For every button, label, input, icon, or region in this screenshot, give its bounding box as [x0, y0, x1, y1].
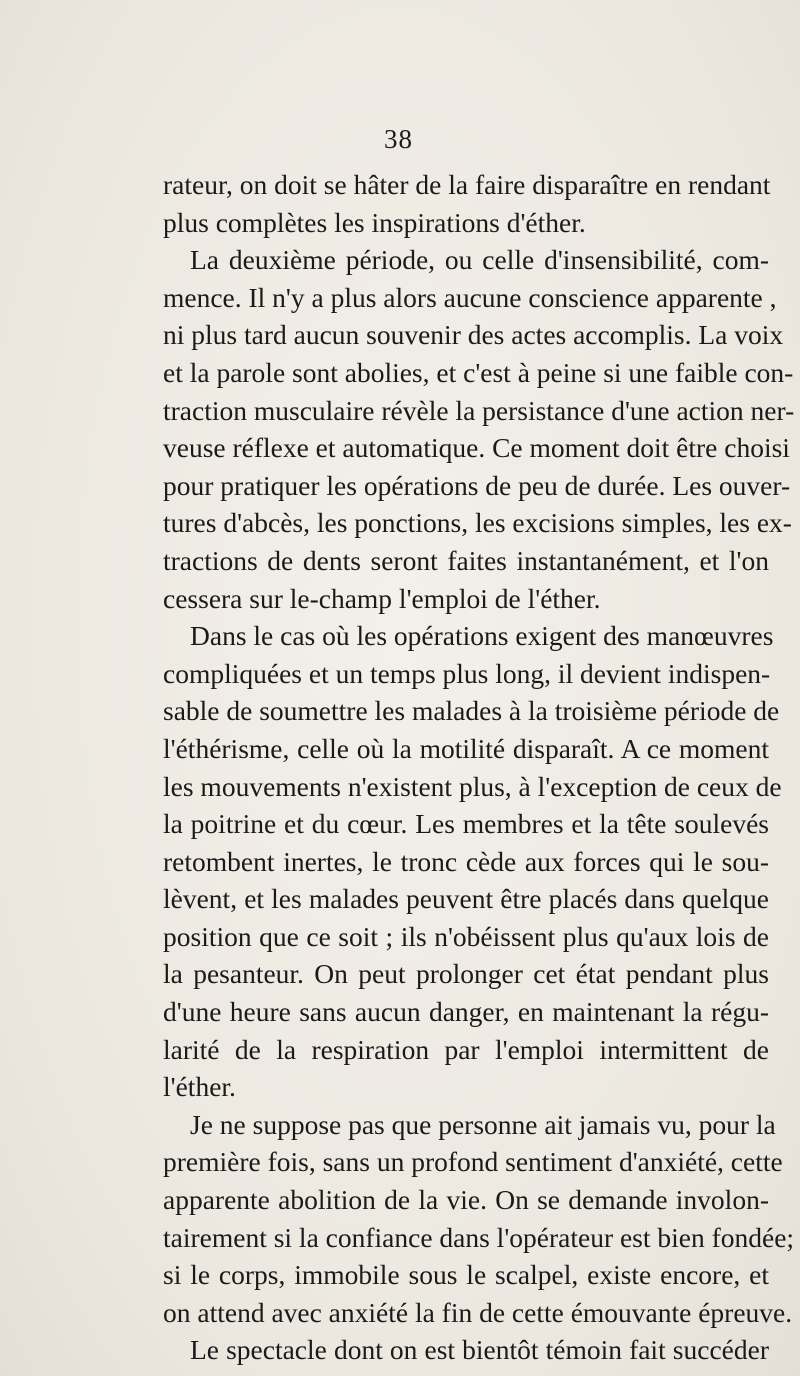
text-line: d'une heure sans aucun danger, en maintenant la régu-: [163, 996, 769, 1028]
text-line: tractions de dents seront faites instantanément, et l'on: [163, 544, 769, 576]
text-line: apparente abolition de la vie. On se demande involon-: [163, 1184, 769, 1216]
text-line: mence. Il n'y a plus alors aucune conscience apparente ,: [163, 281, 777, 313]
text-line: l'éther.: [163, 1071, 236, 1103]
text-line: cessera sur le-champ l'emploi de l'éther.: [163, 582, 601, 614]
body-text: [163, 166, 795, 1369]
text-line: ni plus tard aucun souvenir des actes accomplis. La voix: [163, 319, 784, 351]
text-line: Dans le cas où les opérations exigent des manœuvres: [190, 620, 774, 652]
text-line: tures d'abcès, les ponctions, les excisions simples, les ex-: [163, 507, 792, 539]
text-line: on attend avec anxiété la fin de cette émouvante épreuve.: [163, 1296, 793, 1328]
text-line: compliquées et un temps plus long, il devient indispen-: [163, 657, 771, 689]
text-line: La deuxième période, ou celle d'insensibilité, com-: [190, 244, 769, 276]
text-line: la poitrine et du cœur. Les membres et la tête soulevés: [163, 808, 769, 840]
text-line: lèvent, et les malades peuvent être placés dans quelque: [163, 883, 769, 915]
text-line: sable de soumettre les malades à la troisième période de: [163, 695, 780, 727]
text-line: et la parole sont abolies, et c'est à peine si une faible con-: [163, 356, 794, 388]
text-line: pour pratiquer les opérations de peu de durée. Les ouver-: [163, 469, 791, 501]
text-line: première fois, sans un profond sentiment d'anxiété, cette: [163, 1146, 783, 1178]
page-number: 38: [384, 124, 413, 154]
text-line: si le corps, immobile sous le scalpel, existe encore, et: [163, 1259, 769, 1291]
text-line: Je ne suppose pas que personne ait jamais vu, pour la: [190, 1108, 776, 1140]
text-line: retombent inertes, le tronc cède aux forces qui le sou-: [163, 845, 769, 877]
text-line: position que ce soit ; ils n'obéissent plus qu'aux lois de: [163, 920, 769, 952]
text-line: rateur, on doit se hâter de la faire disparaître en rendant: [163, 169, 771, 200]
text-line: larité de la respiration par l'emploi intermittent de: [163, 1033, 769, 1065]
text-line: Le spectacle dont on est bientôt témoin fait succéder: [190, 1334, 769, 1366]
text-line: l'éthérisme, celle où la motilité disparaît. A ce moment: [163, 732, 769, 764]
text-line: la pesanteur. On peut prolonger cet état pendant plus: [163, 958, 769, 990]
text-line: traction musculaire révèle la persistance d'une action ner-: [163, 394, 795, 426]
text-line: plus complètes les inspirations d'éther.: [163, 206, 586, 238]
text-line: les mouvements n'existent plus, à l'exception de ceux de: [163, 770, 782, 802]
text-line: veuse réflexe et automatique. Ce moment doit être choisi: [163, 432, 790, 464]
text-line: tairement si la confiance dans l'opérateur est bien fondée;: [163, 1221, 795, 1253]
